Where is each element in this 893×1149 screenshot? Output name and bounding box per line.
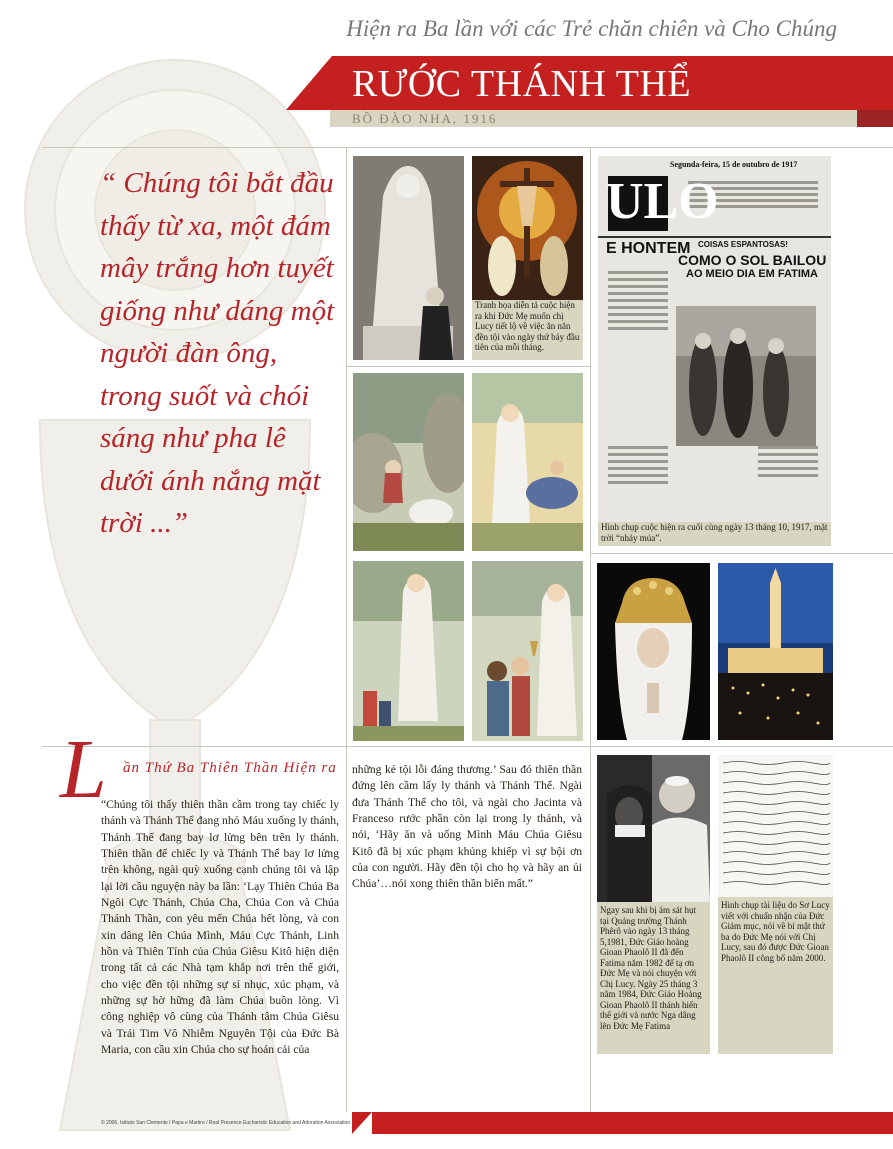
section-heading (101, 758, 339, 778)
footer-band-fold (352, 1112, 372, 1134)
newspaper-headline-1: COMO O SOL BAILOU (678, 252, 827, 268)
newspaper-caption-box (598, 522, 831, 546)
newspaper-caption: Hình chụp cuộc hiện ra cuối cùng ngày 13 tháng 10, 1917, mặt trời “nhảy múa”. (601, 522, 828, 543)
angel-host-painting-icon (353, 561, 464, 741)
newspaper-date: Segunda-feira, 15 de outubro de 1917 (670, 160, 798, 169)
communion-painting-icon (472, 561, 583, 741)
newspaper-masthead: ULO (606, 173, 719, 230)
page-title: RƯỚC THÁNH THỂ (352, 63, 692, 105)
title-band-fold (286, 56, 332, 110)
newspaper-heading-small: COISAS ESPANTOSAS! (698, 240, 788, 249)
painting-caption: Tranh họa diễn tả cuộc hiện ra khi Đức Mẹ muốn chị Lucy tiết lộ về việc ăn năn đền tội vào ngày thứ bảy đầu tiên của mỗi tháng. (475, 300, 580, 352)
letter-caption-box (718, 897, 833, 1054)
painting-caption-box (472, 300, 583, 360)
letter-photo-icon (718, 755, 833, 897)
pull-quote: “ Chúng tôi bắt đầu thấy từ xa, một đám mây trắng hơn tuyết giống như dáng một người đàn ông, trong suốt và chói sáng như pha lê dưới ánh nắng mặt trời ...” (100, 167, 335, 539)
pope-photo-icon (597, 755, 710, 902)
angel-painting-icon (472, 373, 583, 551)
pope-caption: Ngay sau khi bị ám sát hụt tại Quảng trường Thánh Phêrô vào ngày 13 tháng 5,1981, Đức Giáo hoàng Gioan Phaolô II đã đến Fatima năm 1982 để tạ ơn Đức Mẹ và nói chuyện với Chị Lucy. Ngày 25 tháng 3 năm 1984, Đức Giáo Hoàng Gioan Phaolô II thánh hiến thế giới và nước Nga dâng lên Đức Mẹ Fatima (600, 905, 702, 1031)
crowned-statue-photo-icon (597, 563, 710, 740)
basilica-photo-icon (718, 563, 833, 740)
newspaper-headline-2: AO MEIO DIA EM FATIMA (686, 268, 818, 280)
divider (590, 147, 591, 1112)
pope-caption-box (597, 902, 710, 1054)
drop-cap: L (60, 723, 107, 816)
footer-band (352, 1112, 893, 1134)
divider (346, 366, 590, 367)
divider (42, 147, 893, 148)
divider (42, 746, 893, 747)
divider (346, 147, 347, 1112)
copyright-notice: © 2006, Istituto San Clemente I Papa e Martire / Real Presence Eucharistic Education and Adoration Association (101, 1120, 351, 1126)
apparition-painting-icon (353, 373, 464, 551)
newspaper-heading-left: E HONTEM (606, 240, 691, 257)
section-column-1: “Chúng tôi thấy thiên thần cầm trong tay chiếc ly thánh và Thánh Thể đang nhỏ Máu xuống ly thánh, Thánh Thể đang bay lơ lửng bên trên ly thánh. Thiên thần để chiếc ly và Thánh Thể bay lơ lửng trên không, ngài quỳ xuống cạnh chúng tôi và lập lại lời cầu nguyện này ba lần: ‘Lạy Thiên Chúa Ba Ngôi Cực Thánh, Chúa Cha, Chúa Con và Chúa Thánh Thần, con yêu mến Chúa hết lòng, và con xin dâng lên Chúa Mình, Máu Cực Thánh, Linh hồn và Thiên Tính của Chúa Giêsu Kitô hiện diện trong tất cả các Nhà tạm khắp nơi trên thế giới, cho việc đền tội những sự sỉ nhục, xúc phạm, và những sự hờ hững đã làm Chúa buồn lòng. Vì công nghiệp vô cùng của Thánh tâm Chúa Giêsu và Trái Tim Vô Nhiễm Nguyên Tội của Đức Bà Maria, con cầu xin Chúa cho sự hoán cải của (101, 798, 339, 1057)
subtitle-band-accent (857, 110, 893, 127)
section-column-2: những kẻ tội lỗi đáng thương.’ Sau đó thiên thần đứng lên cầm lấy ly thánh và Thánh Thể. Ngài đưa Thánh Thể cho tôi, và ngài cho Jacinta và Franceso rước phần còn lại trong ly thánh, và nói, ‘Hãy ăn và uống Mình Máu Chúa Giêsu Kitô đã bị xúc phạm khủng khiếp vì sự bội ơn của con người. Hãy đền tội cho họ và hãy an ủi Chúa’…nói xong thiên thần biến mất.” (352, 763, 582, 891)
statue-photo-icon (353, 156, 464, 360)
header-subtitle: Hiện ra Ba lần với các Trẻ chăn chiên và Cho Chúng (346, 16, 837, 41)
section-heading-text: ần Thứ Ba Thiên Thần Hiện ra (123, 760, 337, 776)
country-year: BỒ ĐÀO NHA, 1916 (352, 111, 498, 126)
letter-caption: Hình chụp tài liệu do Sơ Lucy viết với chuẩn nhận của Đức Giám mục, nói về bí mật thứ ba do Đức Mẹ nói với Chị Lucy, sau đó được Đức Gioan Phaolô II công bố năm 2000. (721, 900, 830, 963)
newspaper-photo-icon (598, 156, 831, 522)
divider (590, 553, 893, 554)
crucifixion-painting-icon (472, 156, 583, 300)
